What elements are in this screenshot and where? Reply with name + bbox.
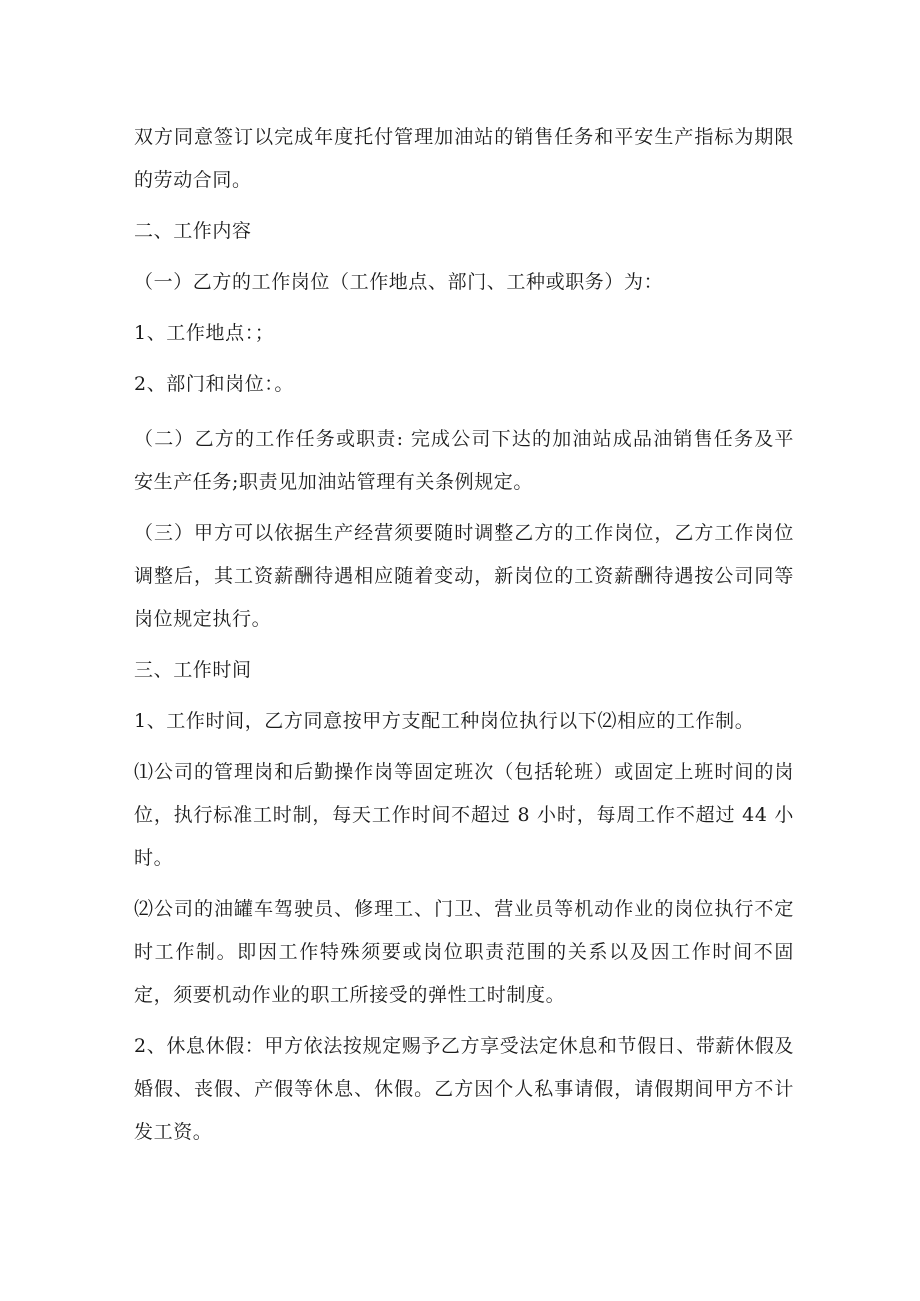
- paragraph-department: 2、部门和岗位：。: [134, 373, 294, 395]
- paragraph-duties: （二）乙方的工作任务或职责: 完成公司下达的加油站成品油销售任务及平安生产任务;职责见加油站管理有关条例规定。: [134, 428, 794, 493]
- paragraph-position: （一）乙方的工作岗位（工作地点、部门、工种或职务）为：: [134, 271, 664, 293]
- heading-work-content: 二、工作内容: [134, 220, 252, 242]
- document-body: [134, 116, 794, 1162]
- paragraph-leave: 2、休息休假：甲方依法按规定赐予乙方享受法定休息和节假日、带薪休假及婚假、丧假、产假等休息、休假。乙方因个人私事请假，请假期间甲方不计发工资。: [134, 1035, 794, 1143]
- paragraph-work-location: 1、工作地点：；: [134, 322, 275, 344]
- paragraph-adjustment: （三）甲方可以依据生产经营须要随时调整乙方的工作岗位，乙方工作岗位调整后，其工资薪酬待遇相应随着变动，新岗位的工资薪酬待遇按公司同等岗位规定执行。: [134, 522, 794, 630]
- paragraph-contract-term: 双方同意签订以完成年度托付管理加油站的销售任务和平安生产指标为期限的劳动合同。: [134, 126, 794, 191]
- heading-working-hours: 三、工作时间: [134, 659, 252, 681]
- paragraph-flexible-hours: ⑵公司的油罐车驾驶员、修理工、门卫、营业员等机动作业的岗位执行不定时工作制。即因工作特殊须要或岗位职责范围的关系以及因工作时间不固定，须要机动作业的职工所接受的弹性工时制度。: [134, 898, 794, 1006]
- paragraph-standard-hours: ⑴公司的管理岗和后勤操作岗等固定班次（包括轮班）或固定上班时间的岗位，执行标准工时制，每天工作时间不超过 8 小时，每周工作不超过 44 小时。: [134, 761, 794, 869]
- paragraph-working-hours: 1、工作时间，乙方同意按甲方支配工种岗位执行以下⑵相应的工作制。: [134, 710, 755, 732]
